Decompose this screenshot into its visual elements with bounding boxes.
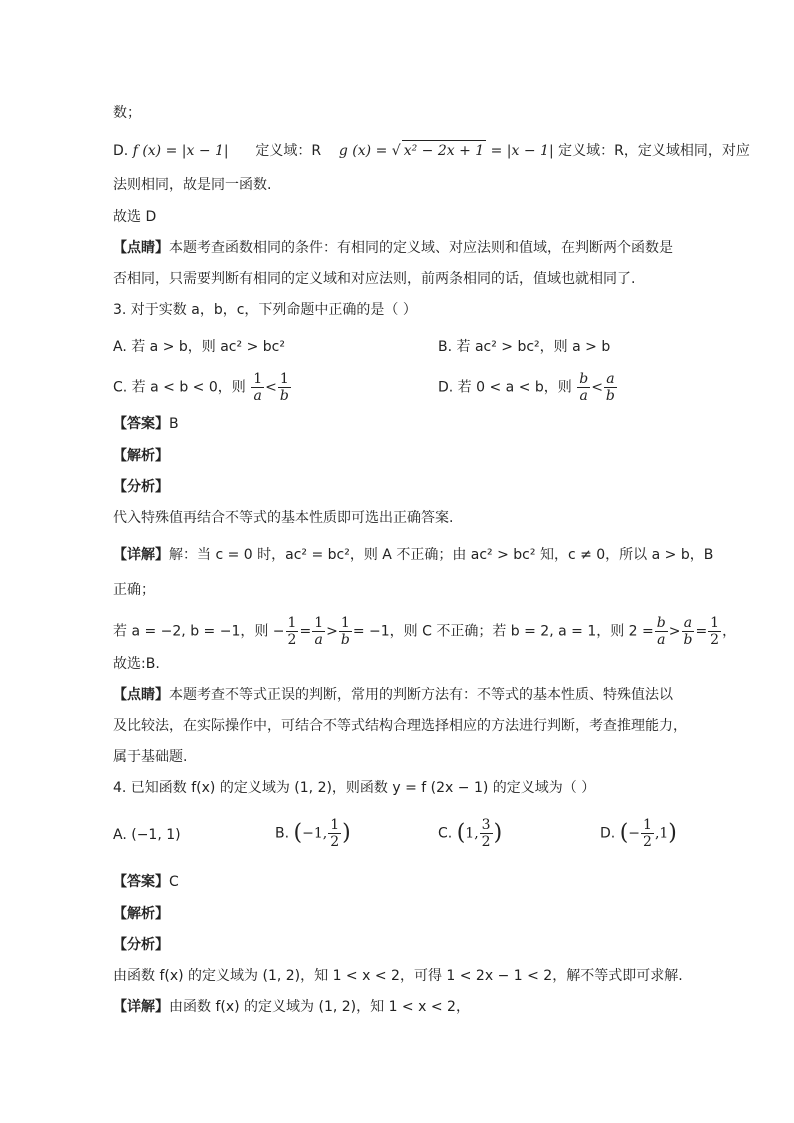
fraction: $\frac{1}{a}$	[253, 371, 263, 404]
remark-text: 本题考查函数相同的条件：有相同的定义域、对应法则和值域，在判断两个函数是	[169, 240, 673, 256]
remark-line	[113, 685, 673, 705]
answer-value: C	[169, 874, 179, 890]
answer-value: B	[169, 416, 179, 432]
answer-tag: 【答案】	[113, 874, 169, 890]
detail-line	[113, 545, 713, 565]
detail-text: 由函数 f(x) 的定义域为 (1, 2)，知 1 < x < 2，	[169, 999, 470, 1015]
answer-tag: 【答案】	[113, 416, 169, 432]
option-label: D.	[113, 143, 129, 159]
answer-line	[113, 414, 179, 434]
fraction: $\frac{b}{a}$	[579, 371, 589, 404]
fraction: $\frac{a}{b}$	[605, 371, 615, 404]
text-line: 数；	[113, 105, 141, 121]
remark-line	[113, 238, 673, 258]
option-c: C. (1, $\frac{3}{2}$ )	[438, 817, 503, 850]
option-a: A. (−1, 1)	[113, 827, 181, 843]
option-b: B. 若 ac² > bc²，则 a > b	[438, 339, 611, 355]
formula-f: f (x) = |x − 1|	[132, 143, 229, 159]
question-stem: 4. 已知函数 f(x) 的定义域为 (1, 2)，则函数 y = f (2x − 1) 的定义域为（ ）	[113, 780, 596, 796]
option-d: D. 若 0 < a < b，则 $\frac{b}{a}$ < $\frac{a}{b}$	[438, 371, 615, 404]
detail-tag: 【详解】	[113, 999, 169, 1015]
fraction: $\frac{1}{b}$	[279, 371, 289, 404]
remark-line: 否相同，只需要判断有相同的定义域和对应法则，前两条相同的话，值域也就相同了.	[113, 271, 636, 287]
option-d: D. (− $\frac{1}{2}$ ,1)	[600, 817, 677, 850]
option-c: C. 若 a < b < 0，则 $\frac{1}{a}$ < $\frac{1}{b}$	[113, 371, 289, 404]
text-line: 故选 D	[113, 209, 157, 225]
detail-line: 故选:B.	[113, 656, 160, 672]
analysis-text: 由函数 f(x) 的定义域为 (1, 2)，知 1 < x < 2，可得 1 < 2x − 1 < 2，解不等式即可求解.	[113, 968, 683, 984]
analysis-tag: 【解析】	[113, 906, 169, 922]
analysis-tag: 【解析】	[113, 448, 169, 464]
analysis-sub-tag: 【分析】	[113, 479, 169, 495]
detail-line: 若 a = −2, b = −1，则 − $\frac{1}{2}$ = $\frac{1}{a}$ > $\frac{1}{b}$ = −1，则 C 不正确；若 b = 2, a = 1，则 2 = $\frac{b}{a}$ > $\frac{a}{b}$ = $\frac{1}{2}$ ，	[113, 615, 737, 648]
remark-line: 属于基础题.	[113, 749, 188, 765]
detail-line	[113, 997, 470, 1017]
formula-abs: = |x − 1|	[490, 143, 554, 159]
analysis-text: 代入特殊值再结合不等式的基本性质即可选出正确答案.	[113, 510, 454, 526]
detail-text: 解：当 c = 0 时，ac² = bc²，则 A 不正确；由 ac² > bc² 知，c ≠ 0，所以 a > b，B	[169, 547, 714, 563]
analysis-sub-tag: 【分析】	[113, 937, 169, 953]
detail-line: 正确；	[113, 582, 155, 598]
remark-tag: 【点睛】	[113, 240, 169, 256]
question-stem: 3. 对于实数 a，b，c，下列命题中正确的是（ ）	[113, 302, 417, 318]
formula-g: g (x) =	[338, 143, 388, 159]
sqrt-radicand: x² − 2x + 1	[402, 140, 486, 161]
option-b: B. (−1, $\frac{1}{2}$ )	[275, 817, 351, 850]
option-label: D. 若 0 < a < b，则	[438, 379, 572, 396]
detail-tag: 【详解】	[113, 547, 169, 563]
remark-line: 及比较法，在实际操作中，可结合不等式结构合理选择相应的方法进行判断，考查推理能力，	[113, 718, 687, 734]
text-line: 法则相同，故是同一函数.	[113, 177, 272, 193]
option-d-line: D. f (x) = |x − 1| 定义域：R g (x) = √ x² − 2x + 1 = |x − 1| 定义域：R，定义域相同，对应	[113, 140, 750, 161]
domain-text: 定义域：R，定义域相同，对应	[558, 143, 750, 159]
domain-text: 定义域：R	[255, 143, 322, 159]
remark-tag: 【点睛】	[113, 687, 169, 703]
option-label: C. 若 a < b < 0，则	[113, 379, 246, 396]
option-a: A. 若 a > b，则 ac² > bc²	[113, 339, 285, 355]
answer-line	[113, 872, 179, 892]
remark-text: 本题考查不等式正误的判断，常用的判断方法有：不等式的基本性质、特殊值法以	[169, 687, 673, 703]
